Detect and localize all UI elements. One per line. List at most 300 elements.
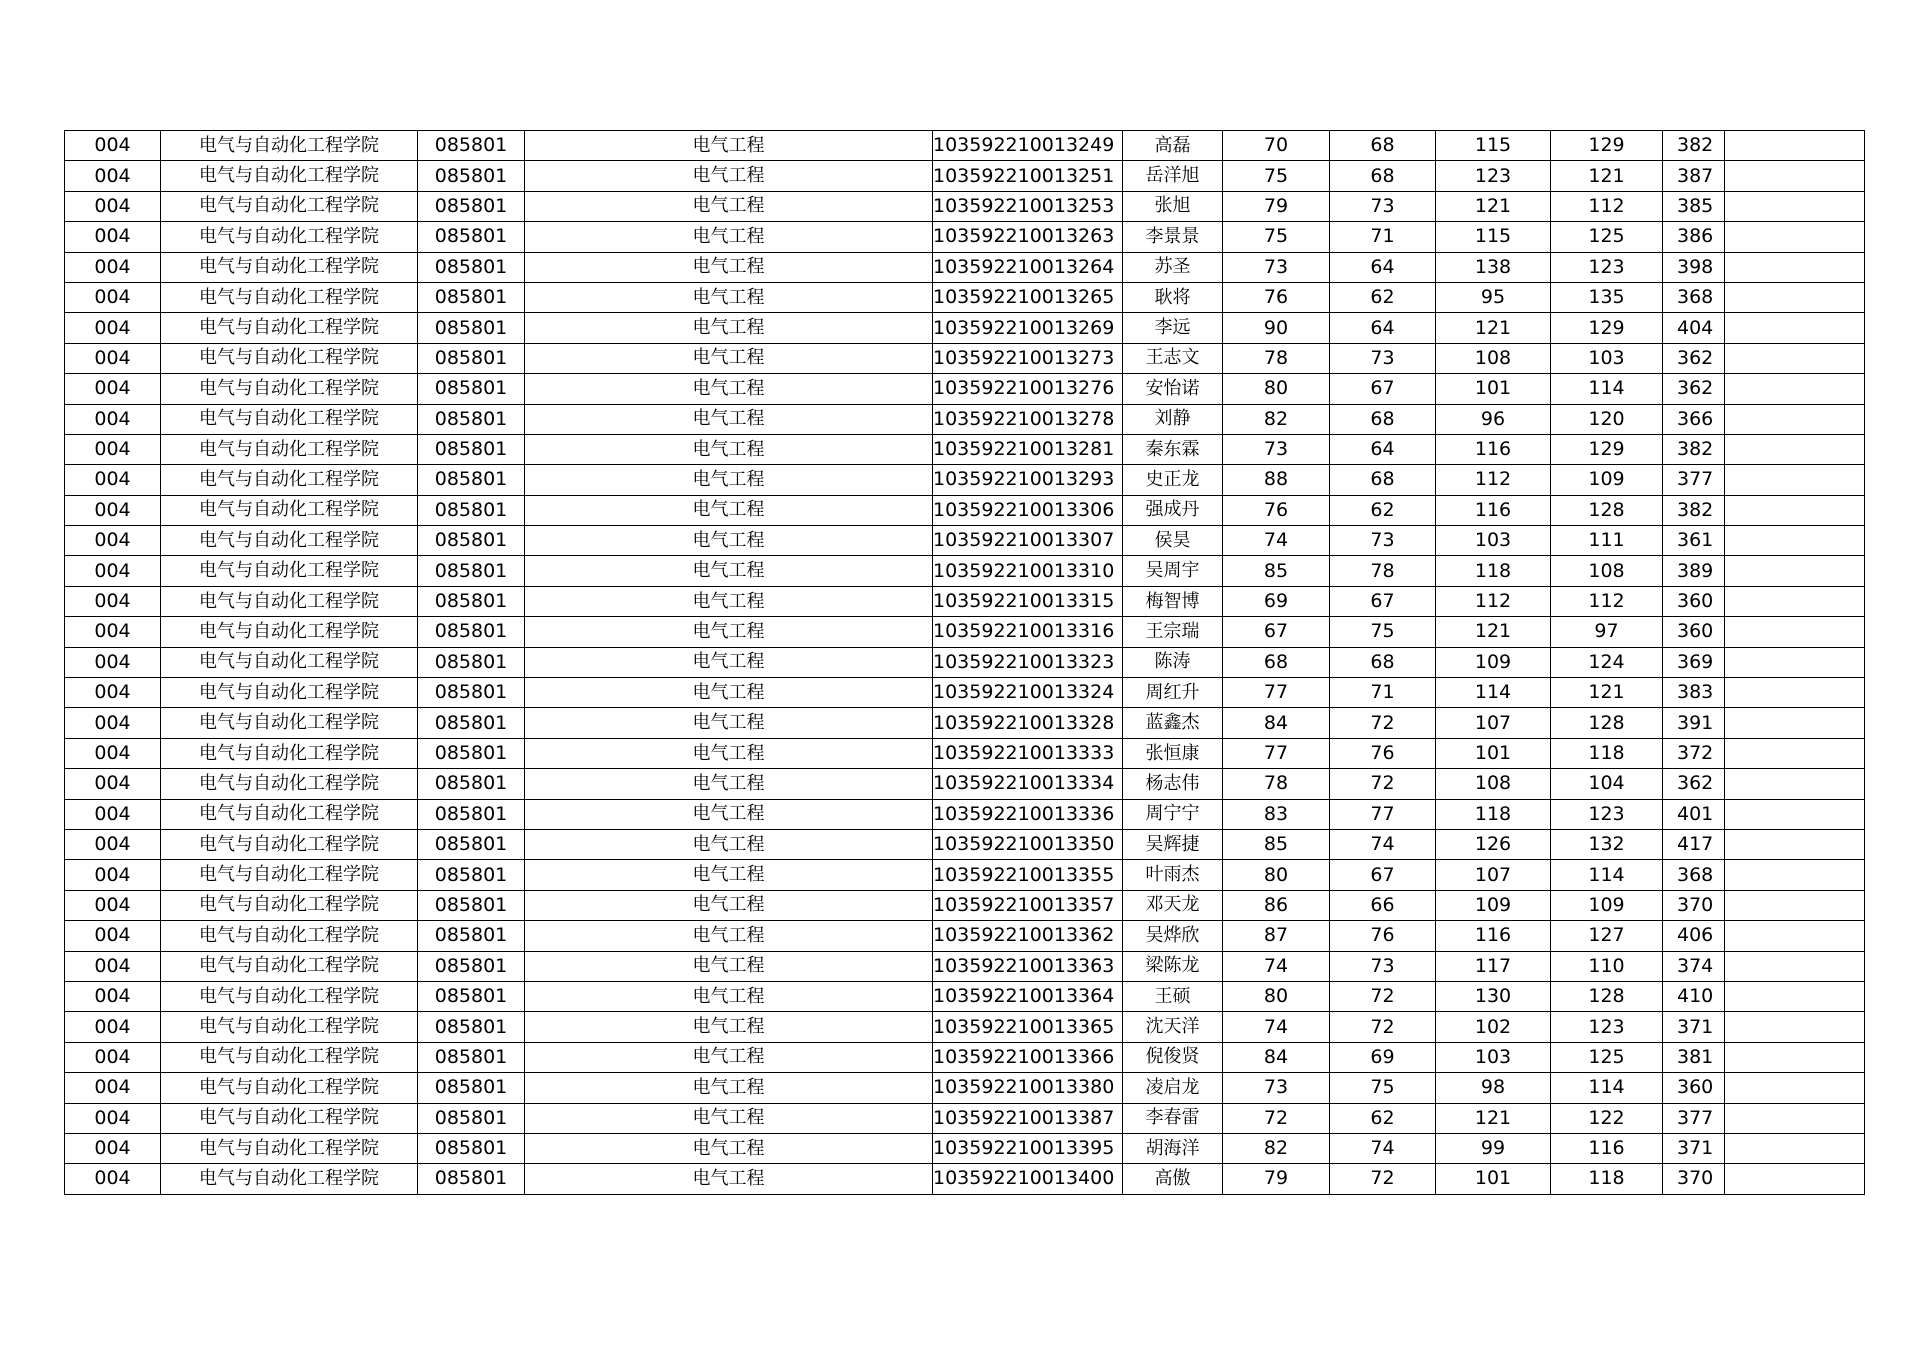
score-4-cell: 125 (1551, 1042, 1663, 1072)
major-code-cell: 085801 (418, 860, 525, 890)
major-code-cell: 085801 (418, 708, 525, 738)
score-1-cell: 85 (1223, 829, 1330, 859)
total-score-cell: 389 (1663, 556, 1725, 586)
major-name-cell: 电气工程 (525, 222, 933, 252)
major-name-cell: 电气工程 (525, 161, 933, 191)
major-code-cell: 085801 (418, 343, 525, 373)
score-2-cell: 67 (1330, 586, 1436, 616)
exam-id-cell: 103592210013310 (933, 556, 1123, 586)
total-score-cell: 374 (1663, 951, 1725, 981)
score-2-cell: 69 (1330, 1042, 1436, 1072)
major-name-cell: 电气工程 (525, 556, 933, 586)
total-score-cell: 361 (1663, 526, 1725, 556)
score-4-cell: 104 (1551, 769, 1663, 799)
score-4-cell: 123 (1551, 1012, 1663, 1042)
table-row (65, 161, 1865, 191)
exam-id-cell: 103592210013276 (933, 374, 1123, 404)
exam-id-cell: 103592210013249 (933, 131, 1123, 161)
score-2-cell: 75 (1330, 617, 1436, 647)
score-1-cell: 77 (1223, 678, 1330, 708)
college-name-cell: 电气与自动化工程学院 (161, 1012, 418, 1042)
student-name-cell: 吴辉捷 (1123, 829, 1223, 859)
major-name-cell: 电气工程 (525, 586, 933, 616)
college-code-cell: 004 (65, 738, 161, 768)
note-cell (1725, 708, 1865, 738)
score-1-cell: 77 (1223, 738, 1330, 768)
exam-id-cell: 103592210013273 (933, 343, 1123, 373)
score-2-cell: 62 (1330, 282, 1436, 312)
score-4-cell: 111 (1551, 526, 1663, 556)
score-4-cell: 125 (1551, 222, 1663, 252)
score-4-cell: 121 (1551, 678, 1663, 708)
student-name-cell: 蓝鑫杰 (1123, 708, 1223, 738)
college-code-cell: 004 (65, 1103, 161, 1133)
note-cell (1725, 890, 1865, 920)
score-3-cell: 114 (1436, 678, 1551, 708)
college-name-cell: 电气与自动化工程学院 (161, 282, 418, 312)
score-4-cell: 108 (1551, 556, 1663, 586)
exam-id-cell: 103592210013365 (933, 1012, 1123, 1042)
score-2-cell: 74 (1330, 829, 1436, 859)
score-1-cell: 76 (1223, 282, 1330, 312)
college-code-cell: 004 (65, 1012, 161, 1042)
college-code-cell: 004 (65, 708, 161, 738)
score-2-cell: 68 (1330, 465, 1436, 495)
college-code-cell: 004 (65, 222, 161, 252)
score-3-cell: 98 (1436, 1073, 1551, 1103)
note-cell (1725, 1012, 1865, 1042)
note-cell (1725, 951, 1865, 981)
exam-id-cell: 103592210013253 (933, 191, 1123, 221)
major-name-cell: 电气工程 (525, 769, 933, 799)
exam-id-cell: 103592210013324 (933, 678, 1123, 708)
score-4-cell: 114 (1551, 1073, 1663, 1103)
table-row (65, 434, 1865, 464)
score-4-cell: 114 (1551, 374, 1663, 404)
college-code-cell: 004 (65, 161, 161, 191)
major-code-cell: 085801 (418, 799, 525, 829)
student-name-cell: 胡海洋 (1123, 1133, 1223, 1163)
major-name-cell: 电气工程 (525, 829, 933, 859)
exam-id-cell: 103592210013307 (933, 526, 1123, 556)
student-name-cell: 叶雨杰 (1123, 860, 1223, 890)
note-cell (1725, 1103, 1865, 1133)
score-1-cell: 85 (1223, 556, 1330, 586)
major-code-cell: 085801 (418, 829, 525, 859)
exam-id-cell: 103592210013263 (933, 222, 1123, 252)
score-3-cell: 107 (1436, 860, 1551, 890)
college-name-cell: 电气与自动化工程学院 (161, 860, 418, 890)
college-code-cell: 004 (65, 374, 161, 404)
major-code-cell: 085801 (418, 495, 525, 525)
total-score-cell: 387 (1663, 161, 1725, 191)
table-row (65, 708, 1865, 738)
score-3-cell: 121 (1436, 313, 1551, 343)
college-name-cell: 电气与自动化工程学院 (161, 769, 418, 799)
major-code-cell: 085801 (418, 1012, 525, 1042)
table-row (65, 526, 1865, 556)
student-name-cell: 李远 (1123, 313, 1223, 343)
score-1-cell: 78 (1223, 343, 1330, 373)
college-name-cell: 电气与自动化工程学院 (161, 586, 418, 616)
score-3-cell: 108 (1436, 769, 1551, 799)
score-4-cell: 128 (1551, 495, 1663, 525)
score-1-cell: 86 (1223, 890, 1330, 920)
college-code-cell: 004 (65, 799, 161, 829)
total-score-cell: 370 (1663, 890, 1725, 920)
table-row (65, 282, 1865, 312)
exam-id-cell: 103592210013400 (933, 1164, 1123, 1194)
college-code-cell: 004 (65, 678, 161, 708)
student-name-cell: 王宗瑞 (1123, 617, 1223, 647)
student-name-cell: 沈天洋 (1123, 1012, 1223, 1042)
table-row (65, 191, 1865, 221)
score-3-cell: 116 (1436, 495, 1551, 525)
note-cell (1725, 647, 1865, 677)
student-name-cell: 张恒康 (1123, 738, 1223, 768)
score-4-cell: 123 (1551, 252, 1663, 282)
student-name-cell: 梁陈龙 (1123, 951, 1223, 981)
score-1-cell: 88 (1223, 465, 1330, 495)
college-code-cell: 004 (65, 434, 161, 464)
score-3-cell: 117 (1436, 951, 1551, 981)
note-cell (1725, 343, 1865, 373)
score-4-cell: 97 (1551, 617, 1663, 647)
score-2-cell: 68 (1330, 647, 1436, 677)
score-3-cell: 112 (1436, 586, 1551, 616)
major-name-cell: 电气工程 (525, 981, 933, 1011)
note-cell (1725, 282, 1865, 312)
note-cell (1725, 161, 1865, 191)
college-name-cell: 电气与自动化工程学院 (161, 131, 418, 161)
major-name-cell: 电气工程 (525, 738, 933, 768)
score-1-cell: 75 (1223, 222, 1330, 252)
table-row (65, 829, 1865, 859)
college-code-cell: 004 (65, 404, 161, 434)
table-row (65, 951, 1865, 981)
table-row (65, 1012, 1865, 1042)
note-cell (1725, 769, 1865, 799)
note-cell (1725, 556, 1865, 586)
score-1-cell: 72 (1223, 1103, 1330, 1133)
student-name-cell: 李春雷 (1123, 1103, 1223, 1133)
college-name-cell: 电气与自动化工程学院 (161, 374, 418, 404)
major-name-cell: 电气工程 (525, 921, 933, 951)
major-name-cell: 电气工程 (525, 678, 933, 708)
note-cell (1725, 860, 1865, 890)
exam-id-cell: 103592210013362 (933, 921, 1123, 951)
score-4-cell: 128 (1551, 708, 1663, 738)
major-code-cell: 085801 (418, 222, 525, 252)
student-name-cell: 秦东霖 (1123, 434, 1223, 464)
exam-id-cell: 103592210013333 (933, 738, 1123, 768)
college-code-cell: 004 (65, 465, 161, 495)
score-1-cell: 69 (1223, 586, 1330, 616)
note-cell (1725, 495, 1865, 525)
table-row (65, 1133, 1865, 1163)
major-code-cell: 085801 (418, 678, 525, 708)
score-4-cell: 127 (1551, 921, 1663, 951)
score-2-cell: 73 (1330, 526, 1436, 556)
note-cell (1725, 252, 1865, 282)
college-code-cell: 004 (65, 1073, 161, 1103)
college-name-cell: 电气与自动化工程学院 (161, 313, 418, 343)
score-4-cell: 129 (1551, 434, 1663, 464)
total-score-cell: 417 (1663, 829, 1725, 859)
total-score-cell: 372 (1663, 738, 1725, 768)
exam-id-cell: 103592210013350 (933, 829, 1123, 859)
table-row (65, 617, 1865, 647)
score-1-cell: 70 (1223, 131, 1330, 161)
total-score-cell: 386 (1663, 222, 1725, 252)
major-name-cell: 电气工程 (525, 1073, 933, 1103)
score-4-cell: 110 (1551, 951, 1663, 981)
total-score-cell: 362 (1663, 374, 1725, 404)
score-4-cell: 123 (1551, 799, 1663, 829)
score-1-cell: 67 (1223, 617, 1330, 647)
table-row (65, 586, 1865, 616)
college-code-cell: 004 (65, 556, 161, 586)
total-score-cell: 391 (1663, 708, 1725, 738)
college-name-cell: 电气与自动化工程学院 (161, 161, 418, 191)
major-code-cell: 085801 (418, 1164, 525, 1194)
note-cell (1725, 1073, 1865, 1103)
major-name-cell: 电气工程 (525, 282, 933, 312)
major-code-cell: 085801 (418, 404, 525, 434)
major-name-cell: 电气工程 (525, 252, 933, 282)
major-name-cell: 电气工程 (525, 374, 933, 404)
exam-id-cell: 103592210013328 (933, 708, 1123, 738)
total-score-cell: 382 (1663, 434, 1725, 464)
score-1-cell: 78 (1223, 769, 1330, 799)
score-1-cell: 80 (1223, 860, 1330, 890)
table-row (65, 252, 1865, 282)
major-name-cell: 电气工程 (525, 1103, 933, 1133)
score-3-cell: 102 (1436, 1012, 1551, 1042)
college-code-cell: 004 (65, 829, 161, 859)
score-4-cell: 124 (1551, 647, 1663, 677)
score-1-cell: 80 (1223, 981, 1330, 1011)
score-1-cell: 87 (1223, 921, 1330, 951)
major-code-cell: 085801 (418, 131, 525, 161)
college-code-cell: 004 (65, 890, 161, 920)
score-1-cell: 68 (1223, 647, 1330, 677)
score-3-cell: 121 (1436, 1103, 1551, 1133)
score-3-cell: 118 (1436, 556, 1551, 586)
total-score-cell: 385 (1663, 191, 1725, 221)
score-2-cell: 76 (1330, 738, 1436, 768)
exam-id-cell: 103592210013364 (933, 981, 1123, 1011)
college-name-cell: 电气与自动化工程学院 (161, 222, 418, 252)
score-1-cell: 90 (1223, 313, 1330, 343)
college-name-cell: 电气与自动化工程学院 (161, 617, 418, 647)
table-row (65, 131, 1865, 161)
college-name-cell: 电气与自动化工程学院 (161, 1164, 418, 1194)
total-score-cell: 377 (1663, 1103, 1725, 1133)
table-row (65, 556, 1865, 586)
score-3-cell: 101 (1436, 738, 1551, 768)
college-code-cell: 004 (65, 586, 161, 616)
note-cell (1725, 131, 1865, 161)
score-3-cell: 101 (1436, 374, 1551, 404)
score-2-cell: 68 (1330, 161, 1436, 191)
score-3-cell: 115 (1436, 222, 1551, 252)
table-row (65, 678, 1865, 708)
exam-id-cell: 103592210013315 (933, 586, 1123, 616)
total-score-cell: 368 (1663, 860, 1725, 890)
score-3-cell: 108 (1436, 343, 1551, 373)
total-score-cell: 410 (1663, 981, 1725, 1011)
exam-id-cell: 103592210013363 (933, 951, 1123, 981)
total-score-cell: 362 (1663, 343, 1725, 373)
note-cell (1725, 981, 1865, 1011)
college-name-cell: 电气与自动化工程学院 (161, 556, 418, 586)
college-code-cell: 004 (65, 313, 161, 343)
major-code-cell: 085801 (418, 191, 525, 221)
score-table-body (65, 131, 1865, 1195)
college-name-cell: 电气与自动化工程学院 (161, 1103, 418, 1133)
student-name-cell: 安怡诺 (1123, 374, 1223, 404)
college-name-cell: 电气与自动化工程学院 (161, 890, 418, 920)
student-name-cell: 邓天龙 (1123, 890, 1223, 920)
college-code-cell: 004 (65, 252, 161, 282)
score-1-cell: 76 (1223, 495, 1330, 525)
college-code-cell: 004 (65, 191, 161, 221)
exam-id-cell: 103592210013281 (933, 434, 1123, 464)
score-2-cell: 72 (1330, 981, 1436, 1011)
table-row (65, 465, 1865, 495)
college-name-cell: 电气与自动化工程学院 (161, 921, 418, 951)
college-code-cell: 004 (65, 1133, 161, 1163)
major-code-cell: 085801 (418, 1073, 525, 1103)
student-name-cell: 苏圣 (1123, 252, 1223, 282)
table-row (65, 343, 1865, 373)
college-code-cell: 004 (65, 343, 161, 373)
major-code-cell: 085801 (418, 617, 525, 647)
student-name-cell: 陈涛 (1123, 647, 1223, 677)
major-name-cell: 电气工程 (525, 1042, 933, 1072)
student-name-cell: 高磊 (1123, 131, 1223, 161)
score-4-cell: 132 (1551, 829, 1663, 859)
score-4-cell: 116 (1551, 1133, 1663, 1163)
score-2-cell: 75 (1330, 1073, 1436, 1103)
score-4-cell: 118 (1551, 738, 1663, 768)
major-code-cell: 085801 (418, 981, 525, 1011)
table-row (65, 890, 1865, 920)
college-name-cell: 电气与自动化工程学院 (161, 191, 418, 221)
exam-id-cell: 103592210013316 (933, 617, 1123, 647)
total-score-cell: 366 (1663, 404, 1725, 434)
total-score-cell: 369 (1663, 647, 1725, 677)
total-score-cell: 383 (1663, 678, 1725, 708)
score-3-cell: 103 (1436, 1042, 1551, 1072)
major-name-cell: 电气工程 (525, 617, 933, 647)
college-name-cell: 电气与自动化工程学院 (161, 708, 418, 738)
college-code-cell: 004 (65, 495, 161, 525)
score-2-cell: 77 (1330, 799, 1436, 829)
exam-id-cell: 103592210013380 (933, 1073, 1123, 1103)
table-row (65, 769, 1865, 799)
score-4-cell: 109 (1551, 465, 1663, 495)
exam-id-cell: 103592210013251 (933, 161, 1123, 191)
major-code-cell: 085801 (418, 951, 525, 981)
major-code-cell: 085801 (418, 252, 525, 282)
major-code-cell: 085801 (418, 921, 525, 951)
score-2-cell: 72 (1330, 769, 1436, 799)
note-cell (1725, 678, 1865, 708)
college-name-cell: 电气与自动化工程学院 (161, 252, 418, 282)
score-1-cell: 79 (1223, 1164, 1330, 1194)
total-score-cell: 377 (1663, 465, 1725, 495)
college-name-cell: 电气与自动化工程学院 (161, 951, 418, 981)
score-2-cell: 62 (1330, 1103, 1436, 1133)
score-1-cell: 80 (1223, 374, 1330, 404)
exam-id-cell: 103592210013323 (933, 647, 1123, 677)
note-cell (1725, 1042, 1865, 1072)
score-2-cell: 64 (1330, 434, 1436, 464)
note-cell (1725, 313, 1865, 343)
college-code-cell: 004 (65, 526, 161, 556)
score-4-cell: 103 (1551, 343, 1663, 373)
college-name-cell: 电气与自动化工程学院 (161, 1042, 418, 1072)
score-1-cell: 74 (1223, 1012, 1330, 1042)
major-name-cell: 电气工程 (525, 465, 933, 495)
major-code-cell: 085801 (418, 526, 525, 556)
student-name-cell: 周红升 (1123, 678, 1223, 708)
major-name-cell: 电气工程 (525, 313, 933, 343)
college-name-cell: 电气与自动化工程学院 (161, 1133, 418, 1163)
exam-id-cell: 103592210013395 (933, 1133, 1123, 1163)
score-2-cell: 67 (1330, 374, 1436, 404)
score-3-cell: 115 (1436, 131, 1551, 161)
student-name-cell: 史正龙 (1123, 465, 1223, 495)
student-name-cell: 梅智博 (1123, 586, 1223, 616)
note-cell (1725, 374, 1865, 404)
score-4-cell: 112 (1551, 586, 1663, 616)
score-3-cell: 118 (1436, 799, 1551, 829)
note-cell (1725, 617, 1865, 647)
table-row (65, 374, 1865, 404)
major-name-cell: 电气工程 (525, 191, 933, 221)
college-code-cell: 004 (65, 921, 161, 951)
major-code-cell: 085801 (418, 890, 525, 920)
score-4-cell: 120 (1551, 404, 1663, 434)
note-cell (1725, 799, 1865, 829)
college-name-cell: 电气与自动化工程学院 (161, 799, 418, 829)
score-3-cell: 107 (1436, 708, 1551, 738)
score-3-cell: 116 (1436, 921, 1551, 951)
score-4-cell: 135 (1551, 282, 1663, 312)
major-code-cell: 085801 (418, 161, 525, 191)
score-4-cell: 129 (1551, 313, 1663, 343)
major-name-cell: 电气工程 (525, 860, 933, 890)
table-row (65, 495, 1865, 525)
student-name-cell: 凌启龙 (1123, 1073, 1223, 1103)
student-name-cell: 刘静 (1123, 404, 1223, 434)
table-row (65, 1073, 1865, 1103)
college-code-cell: 004 (65, 131, 161, 161)
major-code-cell: 085801 (418, 313, 525, 343)
note-cell (1725, 1164, 1865, 1194)
exam-id-cell: 103592210013334 (933, 769, 1123, 799)
student-name-cell: 耿将 (1123, 282, 1223, 312)
note-cell (1725, 404, 1865, 434)
total-score-cell: 371 (1663, 1133, 1725, 1163)
score-1-cell: 73 (1223, 1073, 1330, 1103)
table-row (65, 222, 1865, 252)
student-name-cell: 侯昊 (1123, 526, 1223, 556)
note-cell (1725, 465, 1865, 495)
